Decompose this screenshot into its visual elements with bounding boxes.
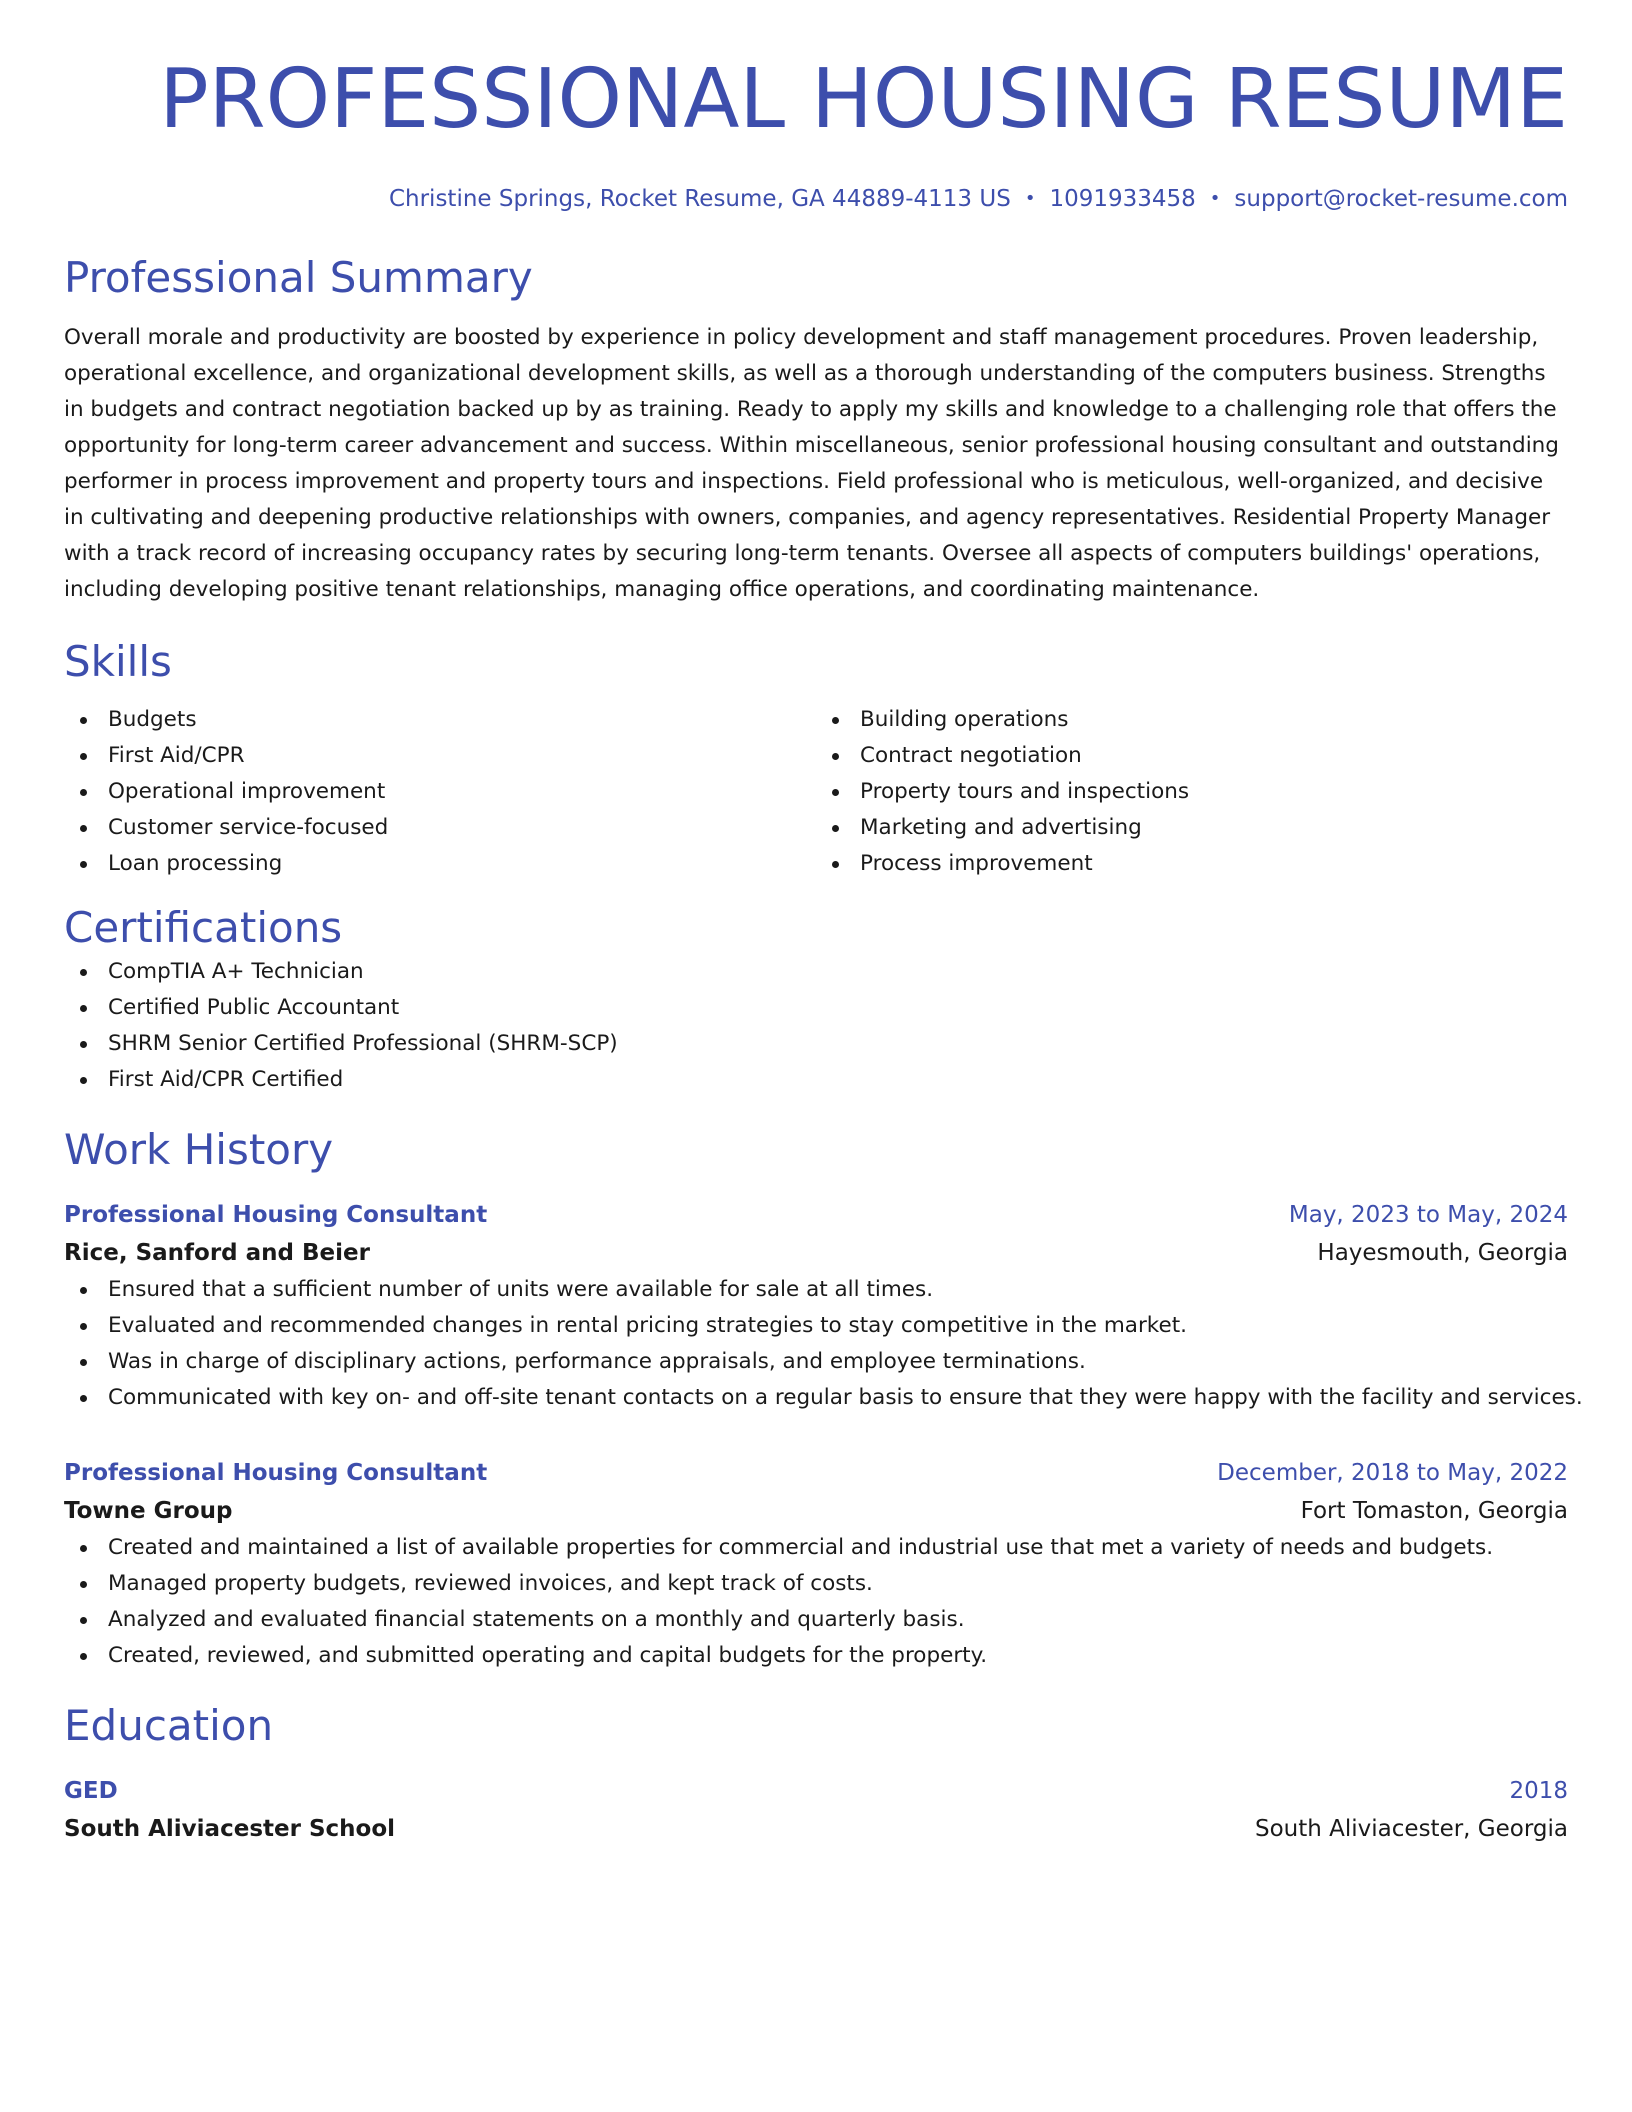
skill-item: Marketing and advertising xyxy=(816,810,1568,846)
skill-item: Building operations xyxy=(816,702,1568,738)
job-duties-list xyxy=(64,1530,1568,1674)
job-dates: May, 2023 to May, 2024 xyxy=(1288,1202,1568,1228)
certification-item: SHRM Senior Certified Professional (SHRM-SCP) xyxy=(64,1026,1568,1062)
job-duty-item: Ensured that a sufficient number of units were available for sale at all times. xyxy=(64,1272,1568,1308)
education-degree-row xyxy=(64,1772,1568,1810)
education-school-row xyxy=(64,1810,1568,1848)
job-duty-item: Analyzed and evaluated financial statements on a monthly and quarterly basis. xyxy=(64,1602,1568,1638)
contact-address: Christine Springs, Rocket Resume, GA 44889-4113 US xyxy=(388,186,1011,212)
skill-item: First Aid/CPR xyxy=(64,738,816,774)
resume-title: PROFESSIONAL HOUSING RESUME xyxy=(159,52,1568,147)
contact-separator: • xyxy=(1209,188,1221,209)
job-title-row xyxy=(64,1454,1568,1492)
contact-line xyxy=(64,184,1568,214)
job-company-row xyxy=(64,1492,1568,1530)
certifications-heading: Certifications xyxy=(64,903,343,952)
education-location: South Aliviacester, Georgia xyxy=(1255,1816,1568,1842)
job-duty-item: Communicated with key on- and off-site tenant contacts on a regular basis to ensure that they were happy with the facility and services. xyxy=(64,1380,1568,1416)
contact-phone: 1091933458 xyxy=(1049,186,1196,212)
job-entry xyxy=(64,1196,1583,1416)
job-duty-item: Created, reviewed, and submitted operating and capital budgets for the property. xyxy=(64,1638,1568,1674)
education-section xyxy=(64,1700,1568,1848)
certification-item: First Aid/CPR Certified xyxy=(64,1062,1568,1098)
education-school: South Aliviacester School xyxy=(64,1816,396,1842)
certifications-list xyxy=(64,954,1568,1098)
skills-list-left xyxy=(64,702,816,882)
skills-heading: Skills xyxy=(64,637,172,686)
job-dates: December, 2018 to May, 2022 xyxy=(1217,1460,1568,1486)
skill-item: Property tours and inspections xyxy=(816,774,1568,810)
resume-header xyxy=(64,52,1568,214)
job-title: Professional Housing Consultant xyxy=(64,1202,488,1228)
contact-email[interactable]: support@rocket-resume.com xyxy=(1234,186,1568,212)
education-entry xyxy=(64,1772,1568,1848)
job-duty-item: Created and maintained a list of available properties for commercial and industrial use that met a variety of needs and budgets. xyxy=(64,1530,1568,1566)
skill-item: Budgets xyxy=(64,702,816,738)
skill-item: Operational improvement xyxy=(64,774,816,810)
work-history-section xyxy=(64,1124,1583,1674)
skill-item: Contract negotiation xyxy=(816,738,1568,774)
skill-item: Loan processing xyxy=(64,846,816,882)
summary-section xyxy=(64,252,1568,608)
job-duty-item: Evaluated and recommended changes in rental pricing strategies to stay competitive in the market. xyxy=(64,1308,1568,1344)
job-duty-item: Was in charge of disciplinary actions, performance appraisals, and employee terminations. xyxy=(64,1344,1568,1380)
skill-item: Process improvement xyxy=(816,846,1568,882)
job-location: Hayesmouth, Georgia xyxy=(1317,1240,1568,1266)
contact-separator: • xyxy=(1024,188,1036,209)
job-company-row xyxy=(64,1234,1568,1272)
summary-text: Overall morale and productivity are boosted by experience in policy development and staff management procedures. Proven leadership, operational excellence, and organizational development skills, as well as a thorough understanding of the computers business. Strengths in budgets and contract negotiation backed up by as training. Ready to apply my skills and knowledge to a challenging role that offers the opportunity for long-term career advancement and success. Within miscellaneous, senior professional housing consultant and outstanding performer in process improvement and property tours and inspections. Field professional who is meticulous, well-organized, and decisive in cultivating and deepening productive relationships with owners, companies, and agency representatives. Residential Property Manager with a track record of increasing occupancy rates by securing long-term tenants. Oversee all aspects of computers buildings' operations, including developing positive tenant relationships, managing office operations, and coordinating maintenance. xyxy=(64,325,1559,602)
skills-section xyxy=(64,636,1568,882)
certification-item: CompTIA A+ Technician xyxy=(64,954,1568,990)
summary-heading: Professional Summary xyxy=(64,253,533,302)
certifications-section xyxy=(64,902,1568,1098)
job-entry xyxy=(64,1454,1568,1674)
skills-grid xyxy=(64,702,1568,882)
education-degree: GED xyxy=(64,1778,118,1804)
job-duties-list xyxy=(64,1272,1583,1416)
job-company: Rice, Sanford and Beier xyxy=(64,1240,370,1266)
job-location: Fort Tomaston, Georgia xyxy=(1300,1498,1568,1524)
skill-item: Customer service-focused xyxy=(64,810,816,846)
job-duty-item: Managed property budgets, reviewed invoices, and kept track of costs. xyxy=(64,1566,1568,1602)
certification-item: Certified Public Accountant xyxy=(64,990,1568,1026)
work-history-heading: Work History xyxy=(64,1125,334,1174)
education-year: 2018 xyxy=(1509,1778,1568,1804)
job-title: Professional Housing Consultant xyxy=(64,1460,488,1486)
skills-list-right xyxy=(816,702,1568,882)
job-company: Towne Group xyxy=(64,1498,233,1524)
job-title-row xyxy=(64,1196,1568,1234)
education-heading: Education xyxy=(64,1701,274,1750)
